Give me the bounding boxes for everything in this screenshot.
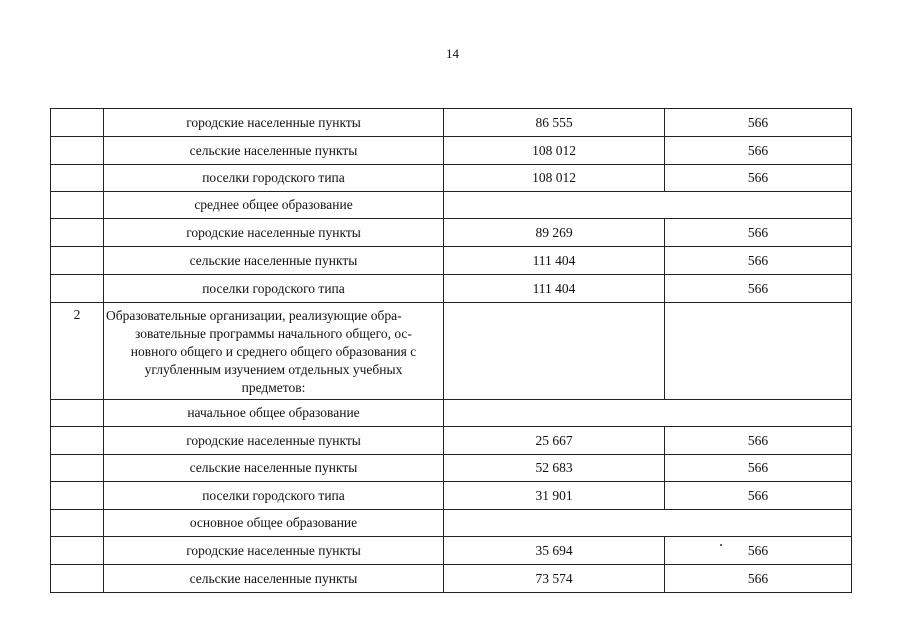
row-value: 31 901	[444, 482, 665, 510]
category-label	[104, 303, 444, 400]
table-row	[51, 247, 852, 275]
table-row	[51, 565, 852, 593]
row-extra-value: 566	[665, 109, 852, 137]
section-label: среднее общее образование	[104, 192, 444, 219]
row-number	[51, 247, 104, 275]
row-extra-value: 566	[665, 247, 852, 275]
table-row	[51, 219, 852, 247]
row-value: 89 269	[444, 219, 665, 247]
row-label: сельские населенные пункты	[104, 565, 444, 593]
data-table	[50, 108, 852, 593]
row-extra-value	[665, 303, 852, 400]
row-value: 73 574	[444, 565, 665, 593]
row-extra-value: 566	[665, 427, 852, 455]
row-number: 2	[51, 303, 104, 400]
row-label: поселки городского типа	[104, 482, 444, 510]
row-number	[51, 482, 104, 510]
row-label: городские населенные пункты	[104, 109, 444, 137]
section-label: основное общее образование	[104, 510, 444, 537]
category-label-line: новного общего и среднего общего образования с	[130, 344, 417, 359]
row-number	[51, 537, 104, 565]
table-row	[51, 275, 852, 303]
category-label-line: зовательные программы начального общего, ос-	[135, 326, 412, 341]
row-label: поселки городского типа	[104, 275, 444, 303]
row-label: городские населенные пункты	[104, 219, 444, 247]
empty-cell	[444, 510, 852, 537]
table-section-row	[51, 510, 852, 537]
table-section-row	[51, 192, 852, 219]
table-row	[51, 137, 852, 165]
row-number	[51, 400, 104, 427]
row-extra-value: 566	[665, 219, 852, 247]
row-extra-value: 566	[665, 165, 852, 192]
table-row	[51, 427, 852, 455]
row-label: городские населенные пункты	[104, 537, 444, 565]
row-value: 111 404	[444, 247, 665, 275]
row-number	[51, 219, 104, 247]
page-number: 14	[446, 46, 459, 61]
row-number	[51, 137, 104, 165]
ink-speck	[720, 544, 722, 546]
row-number	[51, 510, 104, 537]
row-number	[51, 275, 104, 303]
empty-cell	[444, 400, 852, 427]
row-label: городские населенные пункты	[104, 427, 444, 455]
row-number	[51, 427, 104, 455]
table-row-category-2	[51, 303, 852, 400]
section-label: начальное общее образование	[104, 400, 444, 427]
table-row	[51, 455, 852, 482]
row-number	[51, 192, 104, 219]
row-value: 52 683	[444, 455, 665, 482]
row-value: 108 012	[444, 137, 665, 165]
row-label: поселки городского типа	[104, 165, 444, 192]
row-extra-value	[665, 537, 852, 565]
row-value: 111 404	[444, 275, 665, 303]
row-number	[51, 109, 104, 137]
row-extra-value: 566	[665, 275, 852, 303]
row-value: 108 012	[444, 165, 665, 192]
row-value: 35 694	[444, 537, 665, 565]
table-section-row	[51, 400, 852, 427]
table-row	[51, 165, 852, 192]
row-extra-value: 566	[665, 137, 852, 165]
row-extra-value-text: 566	[747, 542, 769, 558]
row-label: сельские населенные пункты	[104, 247, 444, 275]
row-value: 86 555	[444, 109, 665, 137]
table-row	[51, 109, 852, 137]
row-value	[444, 303, 665, 400]
row-extra-value: 566	[665, 565, 852, 593]
row-value: 25 667	[444, 427, 665, 455]
category-label-line: предметов:	[241, 380, 306, 395]
table-row	[51, 537, 852, 565]
table-row	[51, 482, 852, 510]
row-label: сельские населенные пункты	[104, 455, 444, 482]
row-label: сельские населенные пункты	[104, 137, 444, 165]
row-number	[51, 565, 104, 593]
category-label-line: Образовательные организации, реализующие обра-	[106, 308, 402, 323]
row-extra-value: 566	[665, 482, 852, 510]
category-label-line: углубленным изучением отдельных учебных	[144, 362, 403, 377]
row-number	[51, 165, 104, 192]
empty-cell	[444, 192, 852, 219]
row-number	[51, 455, 104, 482]
row-extra-value: 566	[665, 455, 852, 482]
